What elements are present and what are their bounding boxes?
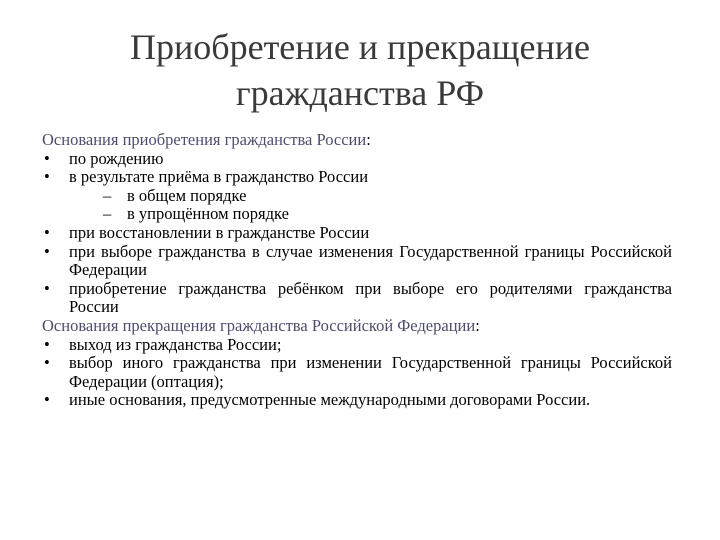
list-item [42, 168, 672, 224]
sub-list-item [103, 205, 672, 224]
dash-icon: – [103, 204, 112, 224]
dash-icon: – [103, 185, 112, 205]
acquisition-heading [42, 131, 672, 150]
sub-list-item-text: в упрощённом порядке [127, 204, 289, 224]
list-item [42, 336, 672, 355]
list-item-text: иные основания, предусмотренные международными договорами России. [69, 390, 591, 410]
bullet-icon: • [44, 334, 50, 354]
list-item [42, 280, 672, 317]
list-item [42, 224, 672, 243]
slide-title [40, 24, 680, 116]
bullet-icon: • [44, 148, 50, 168]
bullet-icon: • [44, 390, 50, 410]
bullet-icon: • [44, 278, 50, 298]
list-item-text: выбор иного гражданства при изменении Государственной границы Российской Федерации (оптация); [69, 353, 672, 391]
acquisition-heading-colon: : [366, 130, 371, 149]
termination-heading [42, 317, 672, 336]
list-item-text: выход из гражданства России; [69, 334, 282, 354]
sub-list-item [103, 187, 672, 206]
title-line-1: Приобретение и прекращение [130, 27, 590, 67]
acquisition-list [42, 150, 672, 317]
bullet-icon: • [44, 167, 50, 187]
bullet-icon: • [44, 222, 50, 242]
sub-list-item-text: в общем порядке [127, 185, 247, 205]
acquisition-heading-text: Основания приобретения гражданства России [42, 130, 367, 149]
list-item-text: в результате приёма в гражданство России [69, 167, 369, 187]
termination-heading-colon: : [475, 315, 480, 335]
termination-heading-text: Основания прекращения гражданства Российской Федерации [42, 315, 476, 335]
sub-list [69, 187, 672, 224]
list-item-text: при выборе гражданства в случае изменения Государственной границы Российской Федерации [69, 241, 672, 280]
list-item [42, 391, 672, 410]
bullet-icon: • [44, 353, 50, 373]
list-item [42, 354, 672, 391]
list-item-text: по рождению [69, 148, 164, 168]
list-item [42, 243, 672, 280]
list-item [42, 150, 672, 169]
title-line-2: гражданства РФ [235, 73, 485, 113]
slide-content [42, 131, 672, 410]
list-item-text: приобретение гражданства ребёнком при выборе его родителями гражданства России [69, 278, 672, 317]
list-item-text: при восстановлении в гражданстве России [69, 222, 370, 242]
bullet-icon: • [44, 241, 50, 261]
termination-list [42, 336, 672, 410]
